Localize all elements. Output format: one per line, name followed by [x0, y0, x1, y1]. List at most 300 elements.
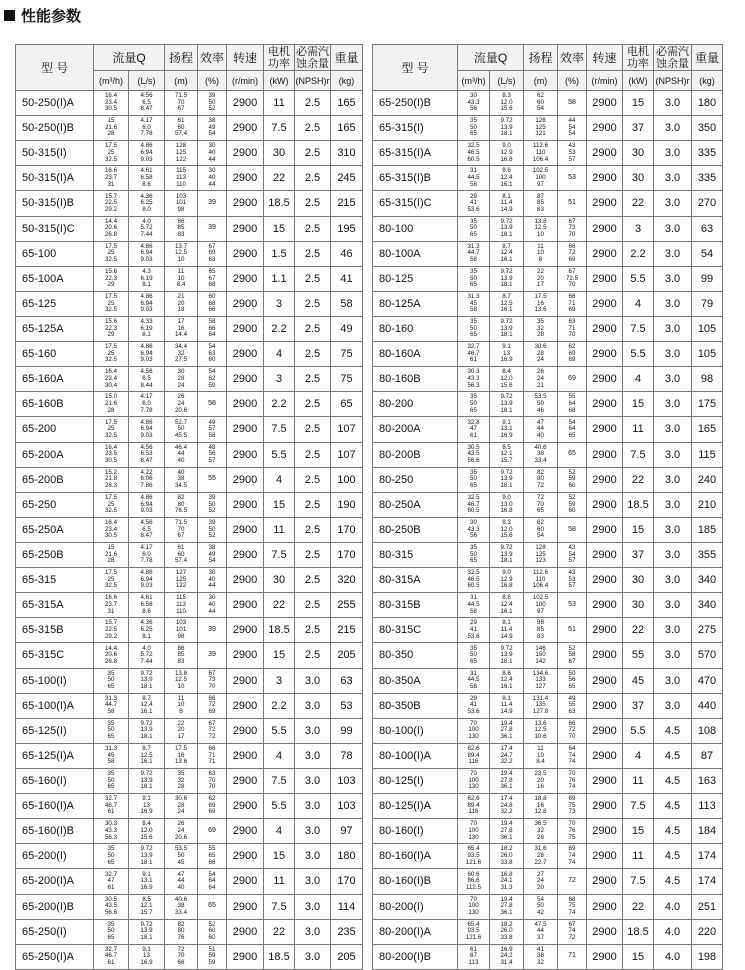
efficiency-cell [198, 743, 227, 768]
head-cell [165, 894, 198, 919]
efficiency-cell-value: 60 [208, 927, 216, 935]
head-cell [165, 442, 198, 467]
flow-ls-cell-value: 13.9 [500, 651, 513, 659]
speed-cell: 2900 [587, 542, 623, 567]
head-cell-value: 18.8 [534, 795, 547, 803]
flow-m3h-cell [94, 517, 129, 542]
power-cell: 11 [623, 768, 654, 793]
flow-ls-cell-value: 6.06 [140, 475, 153, 483]
npsh-cell: 3.0 [654, 241, 692, 266]
model-cell: 65-250(I)A [16, 944, 94, 969]
flow-ls-cell-value: 15.6 [500, 532, 513, 540]
flow-ls-cell-value: 9.03 [140, 155, 153, 163]
flow-ls-cell [490, 743, 524, 768]
head-cell-value: 76 [177, 933, 185, 941]
npsh-cell: 3.0 [654, 593, 692, 618]
head-cell-value: 35 [537, 318, 544, 326]
efficiency-cell-value: 44 [208, 607, 216, 615]
npsh-cell: 2.5 [295, 241, 331, 266]
flow-m3h-cell [94, 568, 129, 593]
model-cell: 50-250(I)B [16, 116, 94, 141]
flow-m3h-cell-value: 58 [470, 306, 477, 314]
flow-m3h-cell-value: 46.7 [467, 349, 480, 357]
flow-ls-cell [129, 392, 165, 417]
model-cell: 80-100(I) [373, 718, 458, 743]
head-cell-value: 66 [177, 959, 185, 967]
head-cell-value: 70 [177, 952, 185, 960]
efficiency-cell-value: 49 [208, 123, 216, 131]
flow-m3h-cell [458, 794, 490, 819]
npsh-cell: 3.0 [295, 668, 331, 693]
power-cell: 18.5 [264, 944, 295, 969]
head-cell [524, 794, 558, 819]
npsh-cell: 4.0 [654, 919, 692, 944]
flow-ls-cell-value: 9.0 [502, 569, 511, 577]
weight-cell: 100 [331, 467, 363, 492]
flow-ls-cell-value: 8.4 [502, 368, 511, 376]
flow-ls-cell [490, 191, 524, 216]
efficiency-cell-value: 43 [568, 544, 576, 552]
weight-cell: 75 [331, 342, 363, 367]
weight-cell: 49 [331, 316, 363, 341]
flow-ls-cell-value: 6.94 [140, 575, 153, 583]
head-cell-value: 34.4 [174, 343, 188, 351]
flow-m3h-cell [458, 392, 490, 417]
efficiency-cell [198, 542, 227, 567]
weight-cell: 107 [331, 442, 363, 467]
weight-cell: 440 [692, 693, 723, 718]
npsh-cell: 4.5 [654, 718, 692, 743]
weight-cell: 355 [692, 542, 723, 567]
flow-m3h-cell-value: 30.5 [104, 456, 118, 464]
flow-m3h-cell-value: 32.5 [104, 356, 118, 364]
flow-ls-cell-value: 18.1 [500, 331, 513, 339]
flow-ls-cell-value: 12.9 [500, 148, 513, 156]
head-cell-value: 82 [177, 493, 185, 501]
table-row [373, 542, 723, 567]
header-model: 型 号 [16, 45, 94, 91]
header-npsh: 必需汽蚀余量 [654, 45, 692, 71]
npsh-cell: 2.5 [295, 542, 331, 567]
head-cell-value: 80 [177, 927, 185, 935]
table-row [16, 191, 363, 216]
speed-cell: 2900 [587, 191, 623, 216]
speed-cell: 2900 [227, 618, 264, 643]
speed-cell: 2900 [587, 919, 623, 944]
speed-cell: 2900 [227, 668, 264, 693]
flow-m3h-cell [94, 618, 129, 643]
head-cell [165, 241, 198, 266]
flow-m3h-cell-value: 44.5 [467, 600, 480, 608]
speed-cell: 2900 [587, 618, 623, 643]
flow-m3h-cell [94, 492, 129, 517]
head-cell-value: 20 [537, 883, 544, 891]
flow-m3h-cell-value: 29 [470, 192, 477, 200]
unit-power: (kW) [264, 71, 295, 91]
head-cell-value: 83 [177, 657, 185, 665]
table-row [373, 668, 723, 693]
flow-ls-cell-value: 16.1 [500, 306, 513, 314]
efficiency-cell-value: 57 [568, 155, 576, 163]
flow-ls-cell-value: 26.0 [500, 927, 513, 935]
head-cell [524, 316, 558, 341]
efficiency-cell-value: 65 [568, 682, 576, 690]
flow-ls-cell-value: 4.86 [140, 569, 153, 577]
weight-cell: 170 [331, 517, 363, 542]
flow-ls-cell [129, 618, 165, 643]
flow-ls-cell-value: 16.1 [140, 707, 153, 715]
npsh-cell: 3.0 [654, 542, 692, 567]
flow-ls-cell [490, 316, 524, 341]
flow-m3h-cell-value: 50 [107, 927, 115, 935]
efficiency-cell [558, 844, 587, 869]
head-cell-value: 65 [537, 507, 544, 515]
efficiency-cell-value: 59 [208, 381, 216, 389]
flow-ls-cell-value: 6.19 [140, 324, 153, 332]
model-cell: 80-200 [373, 392, 458, 417]
model-cell: 65-100A [16, 266, 94, 291]
head-cell-value: 70 [177, 98, 185, 106]
section-title-text: 性能参数 [21, 6, 82, 25]
flow-m3h-cell-value: 35 [107, 719, 115, 727]
flow-m3h-cell-value: 15.7 [104, 192, 118, 200]
flow-m3h-cell-value: 65 [470, 230, 477, 238]
npsh-cell: 2.5 [295, 166, 331, 191]
head-cell-value: 128 [535, 117, 546, 125]
efficiency-cell [198, 643, 227, 668]
efficiency-cell [198, 417, 227, 442]
weight-cell: 113 [692, 794, 723, 819]
flow-m3h-cell-value: 31.3 [467, 242, 480, 250]
flow-m3h-cell-value: 31 [470, 594, 477, 602]
flow-ls-cell-value: 9.72 [140, 845, 153, 853]
table-row [16, 944, 363, 969]
header-speed: 转速 [227, 45, 264, 71]
efficiency-cell-value: 60 [208, 293, 216, 301]
flow-ls-cell-value: 12.0 [140, 826, 153, 834]
flow-ls-cell-value: 9.72 [500, 318, 513, 326]
flow-m3h-cell-value: 121.6 [465, 858, 482, 866]
flow-ls-cell-value: 11.4 [500, 626, 513, 634]
npsh-cell: 4.5 [654, 844, 692, 869]
efficiency-cell-value: 58 [208, 431, 216, 439]
head-cell-value: 10 [537, 230, 544, 238]
head-cell [165, 417, 198, 442]
efficiency-cell-value: 50 [208, 500, 216, 508]
power-cell: 30 [623, 166, 654, 191]
weight-cell: 185 [692, 517, 723, 542]
efficiency-cell-value: 70 [208, 783, 216, 791]
weight-cell: 180 [692, 91, 723, 116]
npsh-cell: 3.0 [654, 492, 692, 517]
efficiency-cell-value: 38 [208, 544, 216, 552]
flow-m3h-cell-value: 21.6 [104, 400, 118, 408]
head-cell-value: 16 [537, 299, 544, 307]
model-cell: 65-315(I)A [373, 141, 458, 166]
flow-ls-cell [129, 944, 165, 969]
efficiency-cell-value: 63 [568, 707, 576, 715]
efficiency-cell-value: 60 [568, 507, 576, 515]
flow-m3h-cell-value: 47 [470, 425, 477, 433]
head-cell-value: 20.6 [174, 833, 188, 841]
efficiency-cell-value: 39 [208, 651, 216, 659]
table-row [373, 266, 723, 291]
weight-cell: 170 [331, 542, 363, 567]
model-cell: 80-160B [373, 367, 458, 392]
efficiency-cell-value: 57 [208, 456, 216, 464]
flow-ls-cell-value: 9.03 [140, 256, 153, 263]
flow-m3h-cell-value: 50 [107, 776, 115, 784]
speed-cell: 2900 [587, 492, 623, 517]
efficiency-cell-value: 58 [208, 400, 216, 408]
power-cell: 15 [623, 392, 654, 417]
efficiency-cell-value: 66 [208, 858, 216, 866]
flow-ls-cell-value: 12.4 [140, 701, 153, 709]
head-cell-value: 17.5 [534, 293, 547, 301]
flow-ls-cell-value: 8.3 [502, 92, 511, 100]
flow-ls-cell-value: 13.0 [500, 500, 513, 508]
flow-m3h-cell-value: 65 [470, 406, 477, 414]
square-bullet-icon [4, 10, 15, 21]
efficiency-cell-value: 75 [568, 801, 576, 809]
flow-ls-cell [129, 844, 165, 869]
efficiency-cell-value: 67 [208, 719, 216, 727]
weight-cell: 75 [331, 367, 363, 392]
flow-m3h-cell-value: 47 [107, 877, 115, 885]
head-cell-value: 110 [535, 148, 546, 156]
head-cell-value: 106.4 [532, 155, 549, 163]
flow-m3h-cell-value: 61 [107, 883, 115, 891]
efficiency-cell-value: 65 [568, 450, 576, 458]
head-cell [165, 768, 198, 793]
flow-m3h-cell-value: 58 [470, 180, 477, 188]
efficiency-cell-value: 72.5 [565, 274, 579, 282]
npsh-cell: 3.0 [654, 91, 692, 116]
flow-ls-cell-value: 13.1 [140, 877, 153, 885]
model-cell: 80-250 [373, 467, 458, 492]
flow-ls-cell [490, 166, 524, 191]
efficiency-cell-value: 60 [208, 933, 216, 941]
power-cell: 18.5 [264, 618, 295, 643]
model-cell: 50-315(I)B [16, 191, 94, 216]
power-cell: 22 [623, 191, 654, 216]
head-cell-value: 142 [535, 657, 546, 665]
flow-m3h-cell-value: 50 [107, 676, 115, 684]
head-cell-value: 13.8 [174, 669, 188, 677]
efficiency-cell-value: 67 [208, 242, 216, 250]
power-cell: 3 [264, 291, 295, 316]
head-cell-value: 20 [177, 299, 185, 307]
efficiency-cell [558, 668, 587, 693]
flow-m3h-cell [458, 266, 490, 291]
power-cell: 11 [623, 844, 654, 869]
flow-ls-cell [129, 241, 165, 266]
flow-ls-cell [490, 718, 524, 743]
flow-ls-cell [490, 593, 524, 618]
weight-cell: 99 [692, 266, 723, 291]
flow-m3h-cell-value: 65 [470, 130, 477, 138]
power-cell: 7.5 [623, 316, 654, 341]
head-cell-value: 122 [175, 582, 187, 590]
head-cell-value: 150 [535, 651, 546, 659]
flow-ls-cell-value: 12.5 [500, 299, 513, 307]
npsh-cell: 3.0 [654, 141, 692, 166]
head-cell-value: 47.5 [534, 920, 547, 928]
model-cell: 65-125(I)A [16, 743, 94, 768]
head-cell-value: 26 [537, 833, 544, 841]
flow-m3h-cell [458, 467, 490, 492]
table-row [16, 668, 363, 693]
table-row [373, 794, 723, 819]
flow-ls-cell-value: 9.03 [140, 431, 153, 439]
flow-ls-cell-value: 9.1 [502, 343, 511, 351]
flow-m3h-cell-value: 60.5 [467, 155, 480, 163]
efficiency-cell-value: 64 [208, 883, 216, 891]
head-cell-value: 13.6 [534, 306, 547, 314]
flow-m3h-cell-value: 43.5 [467, 450, 480, 458]
head-cell-value: 125 [535, 123, 546, 131]
flow-m3h-cell-value: 25 [107, 500, 115, 508]
flow-m3h-cell-value: 50 [470, 123, 477, 131]
flow-ls-cell-value: 7.78 [140, 406, 153, 414]
head-cell-value: 82 [177, 920, 185, 928]
flow-m3h-cell-value: 32.7 [104, 795, 118, 803]
table-row [373, 166, 723, 191]
weight-cell: 245 [331, 166, 363, 191]
flow-ls-cell-value: 18.1 [500, 481, 513, 489]
efficiency-cell-value: 57 [208, 425, 216, 433]
model-cell: 65-250B [16, 542, 94, 567]
weight-cell: 103 [331, 794, 363, 819]
flow-m3h-cell-value: 45 [107, 751, 115, 759]
efficiency-cell-value: 70 [568, 820, 576, 828]
flow-ls-cell-value: 13.1 [500, 425, 513, 433]
npsh-cell: 3.0 [654, 116, 692, 141]
flow-m3h-cell-value: 46.7 [467, 500, 480, 508]
flow-m3h-cell-value: 35 [470, 318, 477, 326]
model-cell: 65-315(I)C [373, 191, 458, 216]
speed-cell: 2900 [587, 693, 623, 718]
efficiency-cell [198, 367, 227, 392]
flow-ls-cell-value: 24.7 [500, 751, 513, 759]
efficiency-cell-value: 70 [568, 230, 576, 238]
flow-ls-cell-value: 16.9 [500, 945, 513, 953]
efficiency-cell-value: 40 [208, 174, 216, 182]
power-cell: 30 [264, 141, 295, 166]
head-cell-value: 106.4 [532, 582, 549, 590]
flow-ls-cell-value: 9.03 [140, 306, 153, 314]
npsh-cell: 2.5 [295, 492, 331, 517]
head-cell-value: 17 [177, 318, 185, 326]
header-head: 扬程 [165, 45, 198, 71]
flow-ls-cell-value: 18.2 [500, 920, 513, 928]
table-row [373, 291, 723, 316]
efficiency-cell [558, 116, 587, 141]
weight-cell: 107 [331, 417, 363, 442]
head-cell-value: 54 [537, 532, 544, 540]
flow-m3h-cell-value: 25 [107, 148, 115, 156]
head-cell-value: 10 [537, 751, 544, 759]
efficiency-cell [198, 316, 227, 341]
flow-ls-cell [490, 668, 524, 693]
flow-m3h-cell-value: 32.7 [104, 870, 118, 878]
flow-ls-cell-value: 9.72 [500, 644, 513, 652]
flow-m3h-cell-value: 46.7 [104, 952, 118, 960]
efficiency-cell-value: 66 [568, 293, 576, 301]
flow-ls-cell-value: 8.6 [142, 180, 151, 188]
efficiency-cell-value: 54 [208, 870, 216, 878]
head-cell [165, 517, 198, 542]
efficiency-cell [198, 768, 227, 793]
flow-m3h-cell [458, 819, 490, 844]
flow-ls-cell-value: 16.1 [500, 180, 513, 188]
flow-ls-cell-value: 9.72 [140, 920, 153, 928]
speed-cell: 2900 [587, 392, 623, 417]
head-cell-value: 135 [535, 701, 546, 709]
npsh-cell: 2.5 [295, 116, 331, 141]
weight-cell: 58 [331, 291, 363, 316]
efficiency-cell [198, 291, 227, 316]
flow-m3h-cell-value: 29.2 [104, 205, 118, 213]
flow-m3h-cell [94, 542, 129, 567]
head-cell-value: 28 [537, 349, 544, 357]
flow-ls-cell-value: 12.4 [500, 174, 513, 182]
efficiency-cell-value: 62 [568, 343, 576, 351]
speed-cell: 2900 [227, 166, 264, 191]
flow-ls-cell [129, 693, 165, 718]
power-cell: 1.5 [264, 241, 295, 266]
weight-cell: 184 [692, 819, 723, 844]
performance-table-right [372, 44, 723, 970]
efficiency-cell-value: 44 [208, 582, 216, 590]
flow-m3h-cell [458, 417, 490, 442]
head-cell [165, 191, 198, 216]
npsh-cell: 3.0 [654, 216, 692, 241]
power-cell: 18.5 [623, 919, 654, 944]
flow-ls-cell [490, 568, 524, 593]
table-row [373, 593, 723, 618]
efficiency-cell-value: 56 [208, 450, 216, 458]
flow-ls-cell [490, 693, 524, 718]
flow-m3h-cell-value: 14.4 [104, 644, 118, 652]
head-cell-value: 40.6 [174, 895, 188, 903]
flow-m3h-cell-value: 70 [470, 820, 477, 828]
model-cell: 80-250A [373, 492, 458, 517]
efficiency-cell-value: 53 [568, 174, 576, 182]
head-cell-value: 115 [176, 594, 186, 602]
head-cell-value: 31.6 [534, 845, 547, 853]
head-cell [165, 643, 198, 668]
flow-ls-cell [490, 844, 524, 869]
flow-m3h-cell-value: 17.5 [104, 569, 118, 577]
flow-ls-cell [129, 166, 165, 191]
flow-ls-cell [129, 91, 165, 116]
flow-ls-cell [490, 467, 524, 492]
flow-ls-cell-value: 4.86 [140, 418, 153, 426]
flow-ls-cell [129, 542, 165, 567]
head-cell-value: 60 [537, 98, 544, 106]
flow-m3h-cell-value: 32.5 [104, 582, 118, 590]
efficiency-cell [558, 593, 587, 618]
head-cell-value: 16 [537, 801, 544, 809]
head-cell-value: 38 [177, 902, 185, 910]
npsh-cell: 3.0 [295, 944, 331, 969]
efficiency-cell-value: 66 [208, 306, 216, 314]
flow-ls-cell-value: 6.19 [140, 274, 153, 282]
head-cell [524, 618, 558, 643]
header-speed: 转速 [587, 45, 623, 71]
flow-ls-cell-value: 4.0 [142, 644, 151, 652]
